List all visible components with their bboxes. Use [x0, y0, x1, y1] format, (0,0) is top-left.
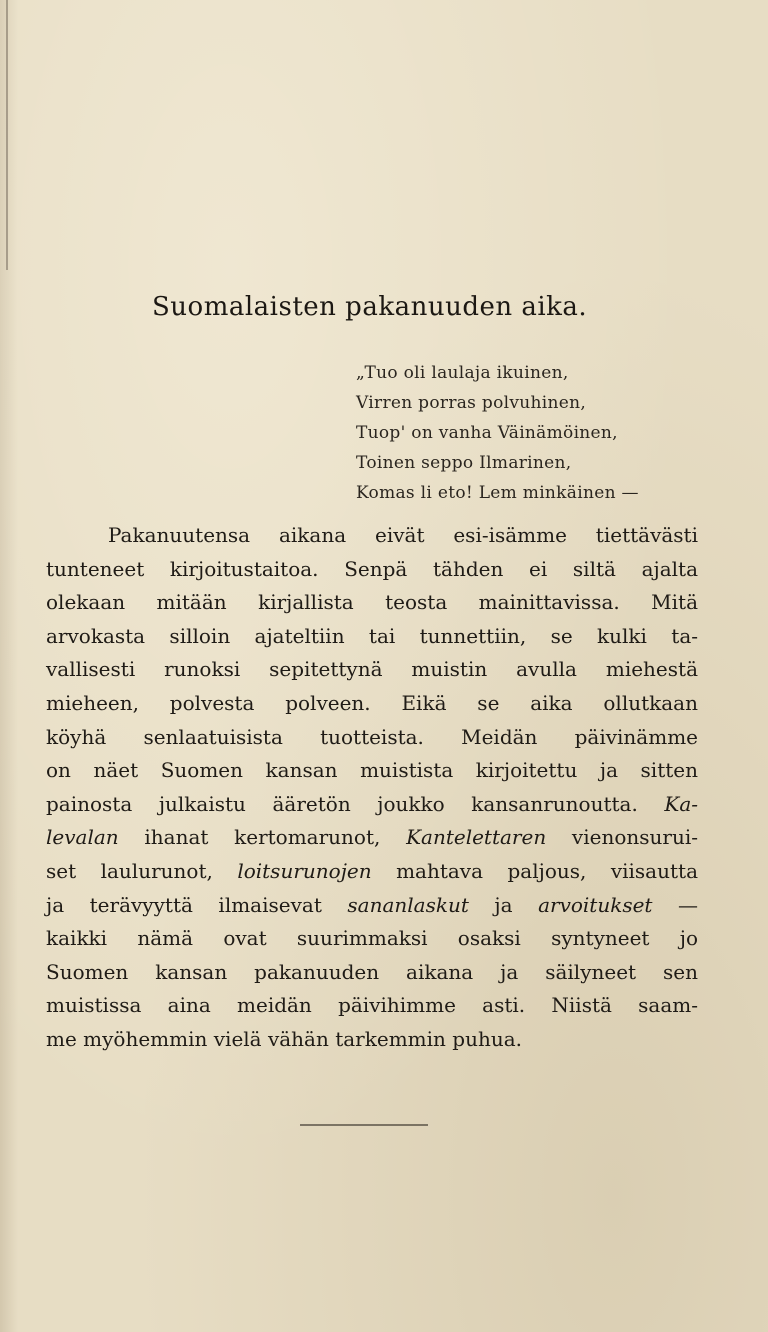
text-run: olekaan mitään kirjallista teosta mainittavissa. Mitä: [46, 590, 698, 615]
paragraph-line: [46, 788, 698, 822]
poem-line: Virren porras polvuhinen,: [356, 393, 587, 413]
text-run: mieheen, polvesta polveen. Eikä se aika ollutkaan: [46, 690, 698, 715]
text-run: ihanat kertomarunot,: [118, 825, 407, 850]
italic-title: Kantelettaren: [406, 825, 547, 850]
italic-title: levalan: [46, 825, 119, 850]
text-run: kaikki nämä ovat suurimmaksi osaksi syntyneet jo: [46, 926, 698, 951]
body-paragraph: [46, 519, 698, 1057]
paragraph-line: [46, 519, 698, 553]
text-run: on näet Suomen kansan muistista kirjoitettu ja sitten: [46, 758, 698, 783]
paragraph-line: [46, 721, 698, 755]
paragraph-line: [46, 922, 698, 956]
paragraph-line: [46, 855, 698, 889]
paragraph-line: [46, 989, 698, 1023]
italic-title: loitsurunojen: [237, 858, 372, 883]
poem-line: „Tuo oli laulaja ikuinen,: [356, 363, 569, 383]
text-run: köyhä senlaatuisista tuotteista. Meidän päivinämme: [46, 724, 698, 749]
text-run: ja terävyyttä ilmaisevat: [46, 892, 348, 917]
paragraph-line: [46, 889, 698, 923]
poem-line: Komas li eto! Lem minkäinen —: [356, 483, 639, 503]
paragraph-line: [46, 956, 698, 990]
section-end-rule: [300, 1124, 428, 1126]
poem-epigraph: [356, 358, 716, 508]
italic-title: Ka-: [664, 791, 698, 816]
paragraph-line: [46, 1023, 698, 1057]
poem-line: Tuop' on vanha Väinämöinen,: [356, 423, 618, 443]
text-run: me myöhemmin vielä vähän tarkemmin puhua.: [46, 1026, 522, 1051]
text-run: arvokasta silloin ajateltiin tai tunnettiin, se kulki ta-: [46, 623, 698, 648]
paragraph-line: [46, 653, 698, 687]
text-run: vallisesti runoksi sepitettynä muistin avulla miehestä: [46, 657, 698, 682]
paragraph-line: [46, 687, 698, 721]
paragraph-line: [46, 586, 698, 620]
page-edge-shadow: [6, 0, 8, 270]
text-run: ja: [468, 892, 539, 917]
paragraph-line: [46, 620, 698, 654]
poem-line: Toinen seppo Ilmarinen,: [356, 453, 572, 473]
text-run: Suomen kansan pakanuuden aikana ja säilyneet sen: [46, 959, 698, 984]
italic-title: sananlaskut: [347, 892, 469, 917]
text-run: muistissa aina meidän päivihimme asti. Niistä saam-: [46, 993, 698, 1018]
paragraph-line: [46, 553, 698, 587]
text-run: set laulurunot,: [46, 858, 238, 883]
text-run: tunteneet kirjoitustaitoa. Senpä tähden ei siltä ajalta: [46, 556, 698, 581]
text-run: painosta julkaistu ääretön joukko kansanrunoutta.: [46, 791, 665, 816]
chapter-heading: Suomalaisten pakanuuden aika.: [152, 292, 588, 322]
text-run: —: [652, 892, 699, 917]
text-run: Pakanuutensa aikana eivät esi-isämme tiettävästi: [108, 523, 698, 547]
paragraph-line: [46, 754, 698, 788]
text-run: mahtava paljous, viisautta: [371, 858, 698, 883]
text-run: vienonsurui-: [546, 825, 699, 850]
paragraph-line: [46, 821, 698, 855]
italic-title: arvoitukset: [538, 892, 653, 917]
